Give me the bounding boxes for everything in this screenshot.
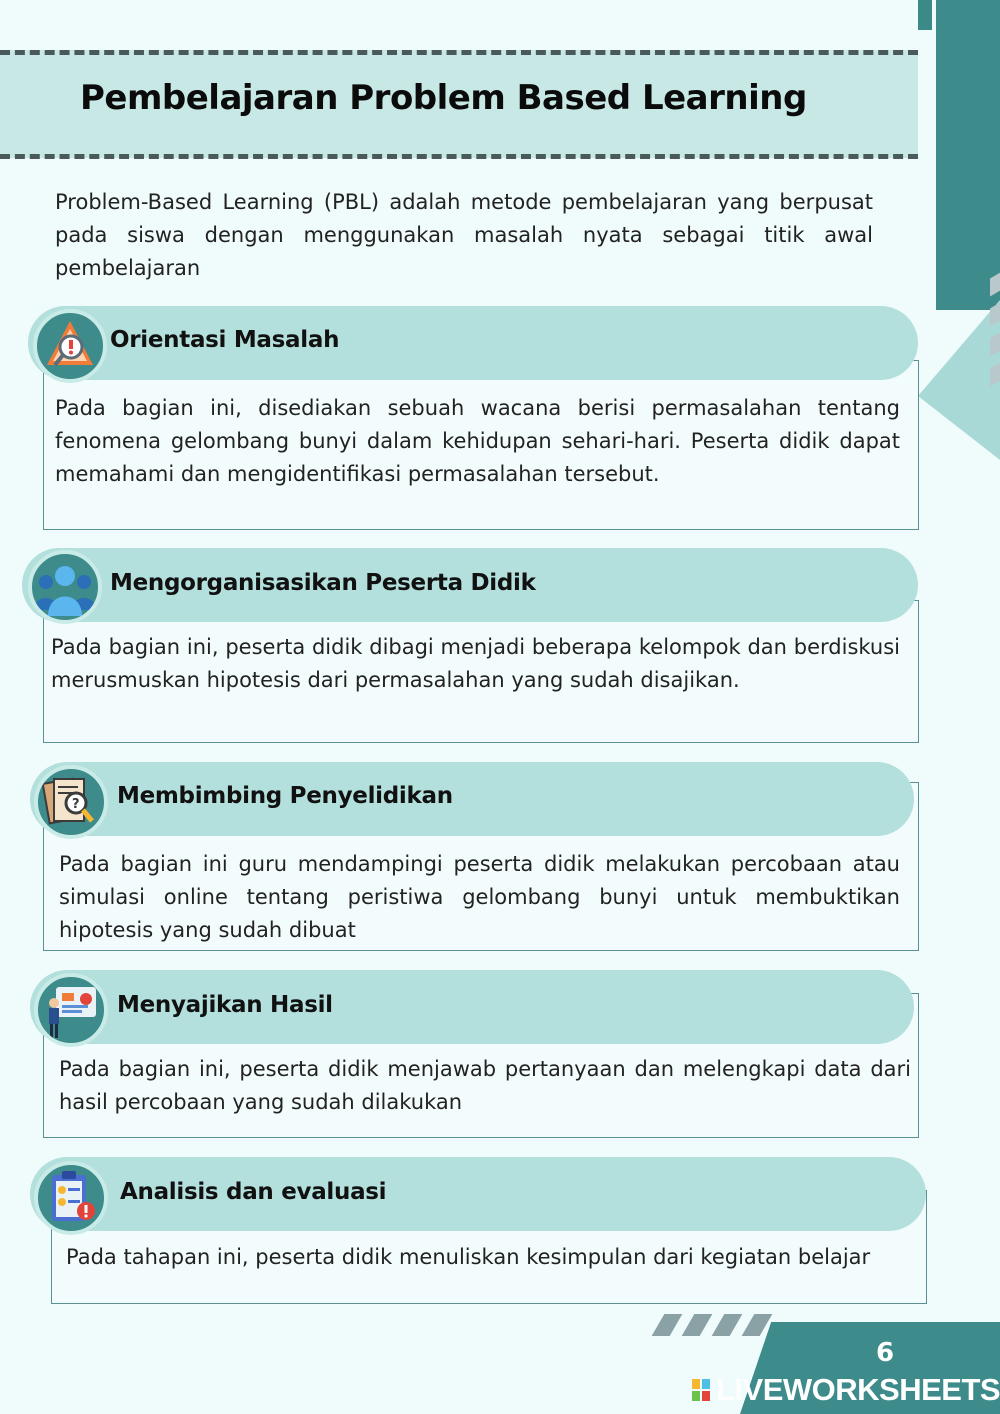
step-title-5: Analisis dan evaluasi [120, 1179, 387, 1205]
step-text-2: Pada bagian ini, peserta didik dibagi menjadi beberapa kelompok dan berdiskusi merusmuskan hipotesis dari permasalahan yang sudah disajikan. [51, 635, 900, 692]
decor-band-right [936, 0, 1000, 310]
title-divider-bottom [0, 154, 918, 159]
intro-paragraph: Problem-Based Learning (PBL) adalah metode pembelajaran yang berpusat pada siswa dengan menggunakan masalah nyata sebagai titik awal pembelajaran [55, 190, 873, 280]
warning-search-icon [33, 309, 107, 383]
step-title-4: Menyajikan Hasil [117, 992, 333, 1018]
checklist-clipboard-icon [34, 1161, 108, 1235]
step-title-3: Membimbing Penyelidikan [117, 783, 453, 809]
step-text-4: Pada bagian ini, peserta didik menjawab pertanyaan dan melengkapi data dari hasil percobaan yang sudah dilakukan [59, 1057, 911, 1114]
title-divider-top [0, 50, 918, 55]
step-title-1: Orientasi Masalah [110, 327, 340, 353]
svg-text:?: ? [72, 797, 80, 812]
step-title-2: Mengorganisasikan Peserta Didik [110, 570, 536, 596]
decor-triangle-right [918, 300, 1000, 460]
decor-band-top [918, 0, 932, 30]
document-magnifier-icon [34, 765, 108, 839]
page-title: Pembelajaran Problem Based Learning [80, 78, 807, 118]
liveworksheets-logo-icon [692, 1379, 710, 1401]
step-text-3: Pada bagian ini guru mendampingi peserta didik melakukan percobaan atau simulasi online tentang peristiwa gelombang bunyi untuk membuktikan hipotesis yang sudah dibuat [59, 852, 900, 942]
step-text-1: Pada bagian ini, disediakan sebuah wacana berisi permasalahan tentang fenomena gelombang bunyi dalam kehidupan sehari-hari. Peserta didik dapat memahami dan mengidentifikasi permasalahan tersebut. [55, 396, 900, 486]
brand-wordmark[interactable]: LIVEWORKSHEETS [716, 1372, 1000, 1407]
page-number: 6 [876, 1338, 895, 1368]
step-text-5: Pada tahapan ini, peserta didik menuliskan kesimpulan dari kegiatan belajar [66, 1245, 871, 1269]
group-people-icon [28, 550, 102, 624]
presentation-icon [34, 973, 108, 1047]
